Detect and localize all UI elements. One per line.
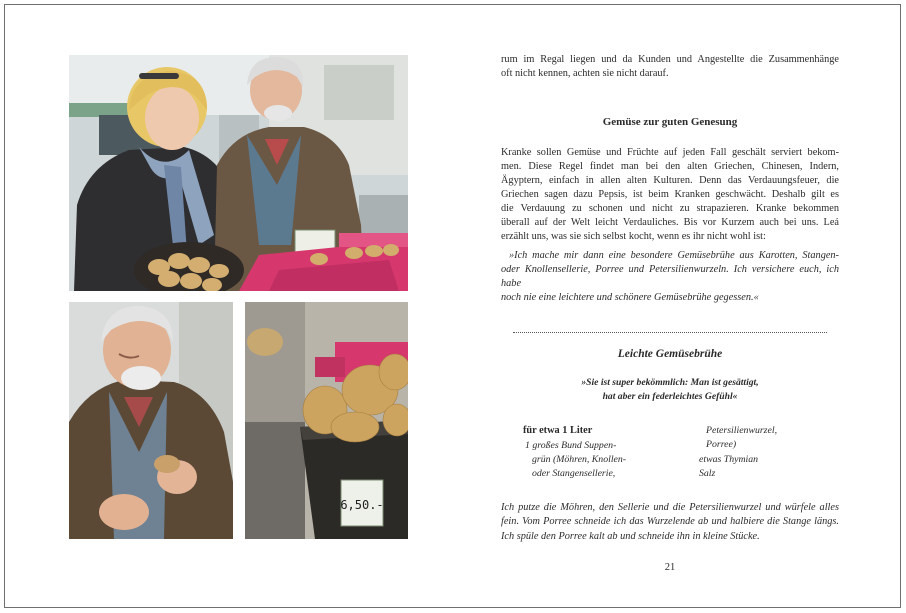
ingredient-line: etwas Thymian [699, 453, 759, 465]
ingredients-left [525, 439, 685, 481]
text-line: rum im Regal liegen und da Kunden und Angestellte die Zusammenhänge [501, 54, 839, 65]
market-couple-photo [69, 55, 408, 291]
text-line: oder Knollensellerie, Porree und Petersilienwurzeln. Ich versichere euch, ich habe [501, 264, 839, 289]
recipe-subtitle [545, 376, 795, 403]
ingredient-line: Porree) [706, 439, 737, 451]
text-line: »Ich mache mir dann eine besondere Gemüsebrühe aus Karotten, Stangen- [509, 250, 839, 261]
recipe-method [501, 501, 839, 544]
book-spread [4, 4, 901, 608]
ingredient-line: Petersilienwurzel, [706, 425, 778, 436]
text-line: noch nie eine leichtere und schönere Gemüsebrühe gegessen.« [501, 292, 759, 303]
ingredients-right [699, 424, 839, 481]
recipe-yield: für etwa 1 Liter [523, 425, 593, 436]
page-number: 21 [664, 562, 676, 573]
body-paragraph [501, 146, 839, 244]
text-line: men. Diese Regel findet man bei den alten Griechen, Chinesen, Indern, [501, 161, 839, 172]
ingredient-line: Salz [699, 467, 716, 479]
text-line: fein. Vom Porree schneide ich das Wurzelende ab und halbiere die Stange längs. [501, 516, 839, 528]
potato-basket-photo [245, 302, 408, 539]
price-tag-text: 6,50.- [340, 498, 384, 512]
text-line: »Sie ist super bekömmlich: Man ist gesättigt, [581, 377, 759, 388]
text-line: überall auf der Welt leicht Verdauliches. Bis vor Kurzem auch bei uns. Leá [501, 217, 839, 228]
text-line: Kranke sollen Gemüse und Früchte auf jeden Fall geschält serviert bekom- [501, 147, 839, 158]
quote-block [501, 249, 839, 305]
text-line: Ich putze die Möhren, den Sellerie und die Petersilienwurzel und würfele alles [501, 502, 839, 513]
recipe-title: Leichte Gemüsebrühe [617, 348, 723, 360]
section-heading: Gemüse zur guten Genesung [602, 116, 738, 128]
ingredient-line: grün (Möhren, Knollen- [532, 454, 627, 465]
text-line: hat aber ein federleichtes Gefühl« [602, 390, 738, 402]
text-line: Ägyptern, einfach in allen alten Kulturen. Denn das Verdauungsfeuer, die [501, 175, 839, 186]
man-holding-potato-photo [69, 302, 233, 539]
text-line: Ich spüle den Porree kalt ab und schneide ihn in kleine Stücke. [501, 530, 760, 542]
ingredient-line: oder Stangensellerie, [532, 468, 616, 479]
intro-text [501, 53, 839, 81]
text-line: oft nicht kennen, achten sie nicht darauf. [501, 68, 669, 79]
text-line: die Verdauung zu schonen und nicht zu strapazieren. Kranke bekommen [501, 203, 839, 214]
text-line: erzählt uns, was sie sich selbst kocht, wenn es ihr nicht wohl ist: [501, 231, 766, 242]
ingredient-line: 1 großes Bund Suppen- [525, 440, 617, 451]
dotted-divider [513, 332, 827, 333]
text-line: Griechen sagen dazu Pepsis, ist beim Kranken geschwächt. Deshalb gilt es [501, 189, 839, 200]
